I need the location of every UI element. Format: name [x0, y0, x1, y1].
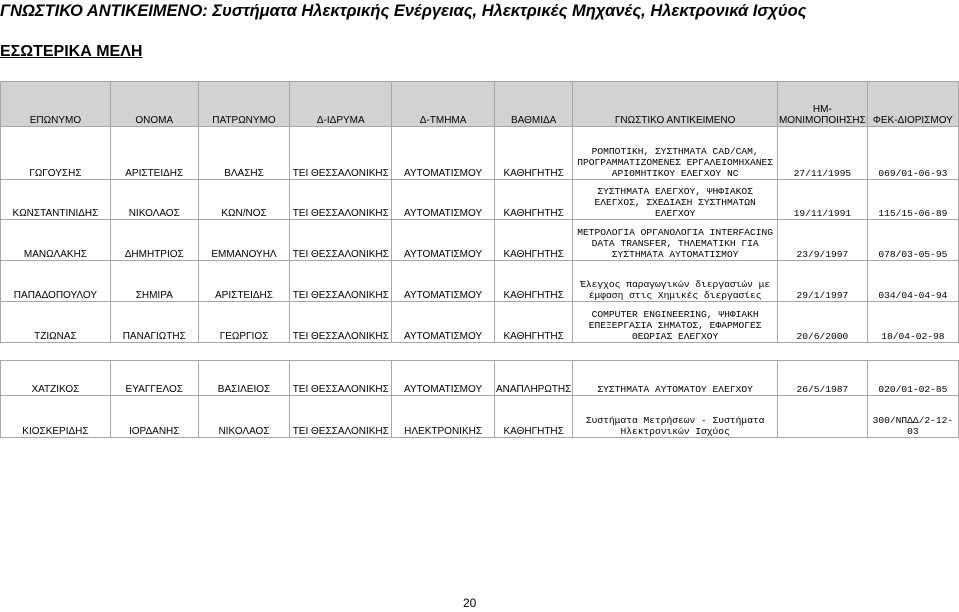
table-row	[1, 127, 959, 180]
cell-surname: ΓΩΓΟΥΣΗΣ	[1, 127, 111, 180]
cell-surname: ΚΙΟΣΚΕΡΙΔΗΣ	[1, 396, 111, 438]
header-subject: ΓΝΩΣΤΙΚΟ ΑΝΤΙΚΕΙΜΕΝΟ	[573, 82, 778, 127]
cell-tenure-date: 23/9/1997	[777, 220, 867, 261]
cell-surname: ΤΖΙΩΝΑΣ	[1, 302, 111, 343]
cell-surname: ΧΑΤΖΙΚΟΣ	[1, 361, 111, 396]
cell-first-name: ΝΙΚΟΛΑΟΣ	[110, 180, 198, 220]
table-row	[1, 220, 959, 261]
cell-department: ΑΥΤΟΜΑΤΙΣΜΟΥ	[392, 302, 495, 343]
cell-subject: Έλεγχος παραγωγικών διεργασιών με έμφαση στις Χημικές διεργασίες	[573, 261, 778, 302]
header-rank: ΒΑΘΜΙΔΑ	[494, 82, 572, 127]
cell-fathers-name: ΓΕΩΡΓΙΟΣ	[198, 302, 290, 343]
cell-tenure-date: 27/11/1995	[777, 127, 867, 180]
section-heading: ΕΣΩΤΕΡΙΚΑ ΜΕΛΗ	[0, 43, 143, 60]
cell-fathers-name: ΚΩΝ/ΝΟΣ	[198, 180, 290, 220]
cell-institution: ΤΕΙ ΘΕΣΣΑΛΟΝΙΚΗΣ	[290, 261, 392, 302]
cell-first-name: ΔΗΜΗΤΡΙΟΣ	[110, 220, 198, 261]
cell-institution: ΤΕΙ ΘΕΣΣΑΛΟΝΙΚΗΣ	[290, 396, 392, 438]
cell-rank: ΚΑΘΗΓΗΤΗΣ	[494, 127, 572, 180]
cell-surname: ΚΩΝΣΤΑΝΤΙΝΙΔΗΣ	[1, 180, 111, 220]
cell-surname: ΠΑΠΑΔΟΠΟΥΛΟΥ	[1, 261, 111, 302]
cell-tenure-date: 29/1/1997	[777, 261, 867, 302]
cell-tenure-date: 26/5/1987	[777, 361, 867, 396]
cell-first-name	[110, 343, 198, 361]
cell-gazette: 300/ΝΠΔΔ/2-12-03	[867, 396, 958, 438]
cell-rank: ΚΑΘΗΓΗΤΗΣ	[494, 180, 572, 220]
cell-institution: ΤΕΙ ΘΕΣΣΑΛΟΝΙΚΗΣ	[290, 361, 392, 396]
table-row	[1, 261, 959, 302]
cell-fathers-name: ΝΙΚΟΛΑΟΣ	[198, 396, 290, 438]
cell-gazette: 020/01-02-85	[867, 361, 958, 396]
cell-tenure-date: 20/6/2000	[777, 302, 867, 343]
cell-subject: COMPUTER ENGINEERING, ΨΗΦΙΑΚΗ ΕΠΕΞΕΡΓΑΣΙΑ ΣΗΜΑΤΟΣ, ΕΦΑΡΜΟΓΕΣ ΘΕΩΡΙΑΣ ΕΛΕΓΧΟΥ	[573, 302, 778, 343]
table-row	[1, 302, 959, 343]
header-institution: Δ-ΙΔΡΥΜΑ	[290, 82, 392, 127]
cell-gazette: 078/03-05-95	[867, 220, 958, 261]
cell-subject: ΡΟΜΠΟΤΙΚΗ, ΣΥΣΤΗΜΑΤΑ CAD/CAM, ΠΡΟΓΡΑΜΜΑΤΙΖΟΜΕΝΕΣ ΕΡΓΑΛΕΙΟΜΗΧΑΝΕΣ ΑΡΙΘΜΗΤΙΚΟΥ ΕΛΕΓΧΟΥ NC	[573, 127, 778, 180]
cell-gazette: 034/04-04-94	[867, 261, 958, 302]
cell-institution: ΤΕΙ ΘΕΣΣΑΛΟΝΙΚΗΣ	[290, 127, 392, 180]
cell-subject: ΜΕΤΡΟΛΟΓΙΑ ΟΡΓΑΝΟΛΟΓΙΑ INTERFACING DATA TRANSFER, ΤΗΛΕΜΑΤΙΚΗ ΓΙΑ ΣΥΣΤΗΜΑΤΑ ΑΥΤΟΜΑΤΙΣΜΟΥ	[573, 220, 778, 261]
table-row	[1, 361, 959, 396]
cell-tenure-date	[777, 396, 867, 438]
header-first-name: ΟΝΟΜΑ	[110, 82, 198, 127]
cell-department: ΑΥΤΟΜΑΤΙΣΜΟΥ	[392, 361, 495, 396]
cell-fathers-name	[198, 343, 290, 361]
document-title: ΓΝΩΣΤΙΚΟ ΑΝΤΙΚΕΙΜΕΝΟ: Συστήματα Ηλεκτρικής Ενέργειας, Ηλεκτρικές Μηχανές, Ηλεκτρονικά Ισχύος	[0, 2, 807, 20]
cell-institution: ΤΕΙ ΘΕΣΣΑΛΟΝΙΚΗΣ	[290, 180, 392, 220]
table-body	[1, 82, 959, 438]
cell-subject	[573, 343, 778, 361]
cell-rank: ΚΑΘΗΓΗΤΗΣ	[494, 396, 572, 438]
cell-gazette: 069/01-06-93	[867, 127, 958, 180]
cell-rank: ΚΑΘΗΓΗΤΗΣ	[494, 261, 572, 302]
cell-subject: Συστήματα Μετρήσεων - Συστήματα Ηλεκτρονικών Ισχύος	[573, 396, 778, 438]
cell-department	[392, 343, 495, 361]
cell-institution: ΤΕΙ ΘΕΣΣΑΛΟΝΙΚΗΣ	[290, 302, 392, 343]
cell-fathers-name: ΒΛΑΣΗΣ	[198, 127, 290, 180]
table-row	[1, 396, 959, 438]
cell-first-name: ΠΑΝΑΓΙΩΤΗΣ	[110, 302, 198, 343]
header-surname: ΕΠΩΝΥΜΟ	[1, 82, 111, 127]
cell-department: ΑΥΤΟΜΑΤΙΣΜΟΥ	[392, 180, 495, 220]
page-number: 20	[463, 596, 477, 610]
cell-department: ΗΛΕΚΤΡΟΝΙΚΗΣ	[392, 396, 495, 438]
cell-fathers-name: ΕΜΜΑΝΟΥΗΛ	[198, 220, 290, 261]
cell-surname: ΜΑΝΩΛΑΚΗΣ	[1, 220, 111, 261]
cell-first-name: ΕΥΑΓΓΕΛΟΣ	[110, 361, 198, 396]
header-row	[1, 82, 959, 127]
cell-department: ΑΥΤΟΜΑΤΙΣΜΟΥ	[392, 127, 495, 180]
cell-rank: ΚΑΘΗΓΗΤΗΣ	[494, 220, 572, 261]
cell-subject: ΣΥΣΤΗΜΑΤΑ ΕΛΕΓΧΟΥ, ΨΗΦΙΑΚΟΣ ΕΛΕΓΧΟΣ, ΣΧΕΔΙΑΣΗ ΣΥΣΤΗΜΑΤΩΝ ΕΛΕΓΧΟΥ	[573, 180, 778, 220]
spacer-row	[1, 343, 959, 361]
cell-fathers-name: ΒΑΣΙΛΕΙΟΣ	[198, 361, 290, 396]
cell-tenure-date	[777, 343, 867, 361]
cell-gazette: 115/15-06-89	[867, 180, 958, 220]
cell-department: ΑΥΤΟΜΑΤΙΣΜΟΥ	[392, 261, 495, 302]
cell-institution: ΤΕΙ ΘΕΣΣΑΛΟΝΙΚΗΣ	[290, 220, 392, 261]
cell-first-name: ΙΟΡΔΑΝΗΣ	[110, 396, 198, 438]
header-gazette: ΦΕΚ-ΔΙΟΡΙΣΜΟΥ	[867, 82, 958, 127]
cell-surname	[1, 343, 111, 361]
cell-gazette	[867, 343, 958, 361]
header-department: Δ-ΤΜΗΜΑ	[392, 82, 495, 127]
cell-rank	[494, 343, 572, 361]
cell-department: ΑΥΤΟΜΑΤΙΣΜΟΥ	[392, 220, 495, 261]
cell-fathers-name: ΑΡΙΣΤΕΙΔΗΣ	[198, 261, 290, 302]
cell-rank: ΑΝΑΠΛΗΡΩΤΗΣ	[494, 361, 572, 396]
table-row	[1, 180, 959, 220]
cell-tenure-date: 19/11/1991	[777, 180, 867, 220]
faculty-table	[0, 81, 959, 438]
cell-gazette: 18/04-02-98	[867, 302, 958, 343]
cell-subject: ΣΥΣΤΗΜΑΤΑ ΑΥΤΟΜΑΤΟΥ ΕΛΕΓΧΟΥ	[573, 361, 778, 396]
cell-first-name: ΣΗΜΙΡΑ	[110, 261, 198, 302]
header-tenure-date: ΗΜ-ΜΟΝΙΜΟΠΟΙΗΣΗΣ	[777, 82, 867, 127]
cell-first-name: ΑΡΙΣΤΕΙΔΗΣ	[110, 127, 198, 180]
cell-rank: ΚΑΘΗΓΗΤΗΣ	[494, 302, 572, 343]
header-fathers-name: ΠΑΤΡΩΝΥΜΟ	[198, 82, 290, 127]
cell-institution	[290, 343, 392, 361]
